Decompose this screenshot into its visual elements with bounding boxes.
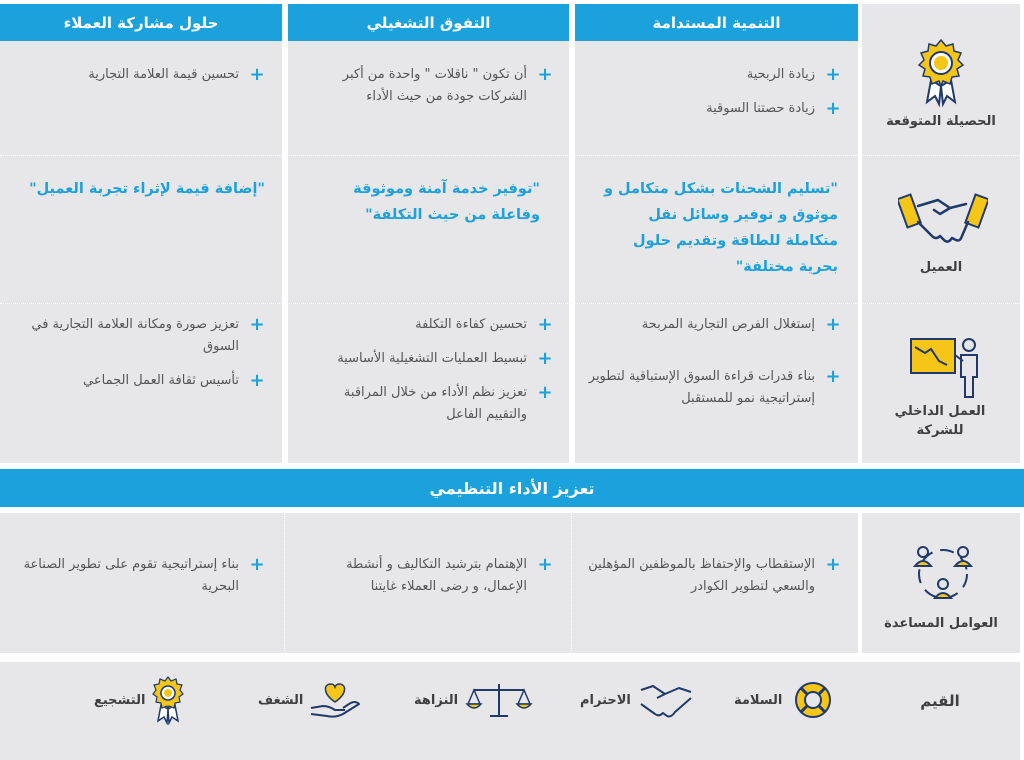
medal-icon xyxy=(151,675,185,725)
list-item: + زيادة الربحية xyxy=(588,64,843,86)
plus-icon: + xyxy=(249,370,265,391)
value-respect: الاحترام xyxy=(574,680,695,720)
enabler-divider xyxy=(284,513,285,653)
row-label-client: العميل xyxy=(919,260,963,275)
quote-sustainable: "تسليم الشحنات بشكل متكامل و موثوق و توفير وسائل نقل متكاملة للطاقة وتقديم حلول بحرية مختلفة" xyxy=(604,181,838,275)
row-label-enablers: العوامل المساعدة xyxy=(884,616,998,631)
handshake-icon xyxy=(637,680,695,720)
plus-icon: + xyxy=(249,64,265,85)
value-passion: الشغف xyxy=(252,680,361,720)
value-encouragement: التشجيع xyxy=(88,680,185,720)
plus-icon: + xyxy=(825,366,841,387)
medal-icon xyxy=(917,38,965,108)
enabler-item: + الإهتمام بترشيد التكاليف و أنشطة الإعمال، و رضى العملاء غايتنا xyxy=(300,554,555,610)
lifebuoy-icon xyxy=(788,680,838,720)
list-item: + إستغلال الفرص التجارية المربحة xyxy=(588,314,843,336)
plus-icon: + xyxy=(249,554,265,575)
header-customer: حلول مشاركة العملاء xyxy=(0,4,282,41)
plus-icon: + xyxy=(825,64,841,85)
list-item: + تحسين كفاءة التكلفة xyxy=(300,314,555,336)
list-item: + زيادة حصتنا السوقية xyxy=(588,98,843,120)
row-label-internal: العمل الداخلي للشركة xyxy=(894,404,986,438)
column-separator xyxy=(569,0,575,463)
plus-icon: + xyxy=(537,554,553,575)
list-item: + تحسين قيمة العلامة التجارية xyxy=(12,64,267,86)
list-item: + بناء قدرات قراءة السوق الإستباقية لتطوير إستراتيجية نمو للمستقبل xyxy=(588,366,843,410)
scales-icon xyxy=(464,680,534,720)
band-title: تعزيز الأداء التنظيمي xyxy=(0,469,1024,507)
header-operational: التفوق التشغيلي xyxy=(288,4,569,41)
values-label: القيم xyxy=(920,692,960,710)
plus-icon: + xyxy=(537,64,553,85)
value-safety: السلامة xyxy=(728,680,838,720)
quote-operational: "توفير خدمة آمنة وموثوقة وفاعلة من حيث التكلفة" xyxy=(353,181,540,223)
list-item: + تعزيز صورة ومكانة العلامة التجارية في السوق xyxy=(12,314,267,358)
plus-icon: + xyxy=(537,314,553,335)
plus-icon: + xyxy=(825,554,841,575)
handshake-icon xyxy=(898,188,988,250)
plus-icon: + xyxy=(825,314,841,335)
cell-internal-sustainable xyxy=(588,314,843,422)
value-integrity: النزاهة xyxy=(408,680,534,720)
heart-hand-icon xyxy=(309,680,361,720)
list-item: + تعزيز نظم الأداء من خلال المراقبة والتقييم الفاعل xyxy=(300,382,555,426)
cell-outcome-customer xyxy=(12,64,267,98)
cell-outcome-sustainable xyxy=(588,64,843,132)
column-separator xyxy=(282,0,288,463)
enabler-item: + الإستقطاب والإحتفاظ بالموظفين المؤهلين والسعي لتطوير الكوادر xyxy=(588,554,843,610)
header-sustainable: التنمية المستدامة xyxy=(575,4,858,41)
cell-outcome-operational xyxy=(300,64,555,120)
quote-customer: "إضافة قيمة لإثراء تجربة العميل" xyxy=(29,181,265,197)
list-item: + تبسيط العمليات التشغيلية الأساسية xyxy=(300,348,555,370)
people-network-icon xyxy=(905,540,981,606)
plus-icon: + xyxy=(537,348,553,369)
plus-icon: + xyxy=(537,382,553,403)
cell-internal-customer xyxy=(12,314,267,404)
row-divider xyxy=(0,155,1020,156)
plus-icon: + xyxy=(249,314,265,335)
presentation-icon xyxy=(905,333,983,399)
enabler-item: + بناء إستراتيجية تقوم على تطوير الصناعة البحرية xyxy=(12,554,267,610)
enabler-divider xyxy=(571,513,572,653)
list-item: + أن تكون " ناقلات " واحدة من أكبر الشركات جودة من حيث الأداء xyxy=(300,64,555,108)
list-item: + تأسيس ثقافة العمل الجماعي xyxy=(12,370,267,392)
cell-internal-operational xyxy=(300,314,555,438)
row-divider xyxy=(0,303,1020,304)
row-label-outcome: الحصيلة المتوقعة xyxy=(886,114,996,129)
plus-icon: + xyxy=(825,98,841,119)
